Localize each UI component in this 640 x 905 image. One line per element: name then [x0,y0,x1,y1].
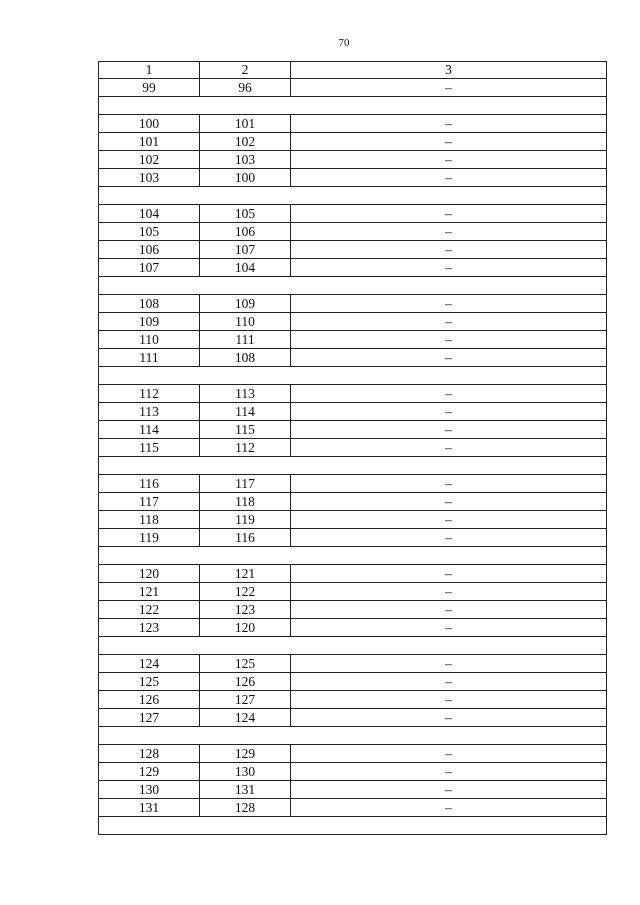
group-separator-row [99,277,607,295]
table-row [99,493,607,511]
group-separator-row [99,727,607,745]
table-row [99,745,607,763]
table-cell-col-3: – [291,781,607,799]
table-cell-col-3: – [291,205,607,223]
table-row [99,691,607,709]
group-separator-cell [99,277,607,295]
table-header-row [99,62,607,79]
table-cell-col-3: – [291,349,607,367]
table-row [99,511,607,529]
table-cell-col-2: 131 [200,781,291,799]
table-cell-col-1: 112 [99,385,200,403]
table-row [99,313,607,331]
table-cell-col-1: 123 [99,619,200,637]
table-cell-col-1: 110 [99,331,200,349]
table-cell-col-3: – [291,493,607,511]
table-cell-col-3: – [291,799,607,817]
table-cell-col-3: – [291,565,607,583]
table-cell-col-2: 130 [200,763,291,781]
table-row [99,259,607,277]
group-separator-cell [99,187,607,205]
table-row [99,673,607,691]
table-cell-col-2: 100 [200,169,291,187]
table-row [99,115,607,133]
table-row [99,349,607,367]
table-cell-col-1: 103 [99,169,200,187]
table-cell-col-1: 107 [99,259,200,277]
group-separator-row [99,637,607,655]
table-cell-col-3: – [291,601,607,619]
table-row [99,781,607,799]
table-cell-col-3: – [291,619,607,637]
table-cell-col-2: 115 [200,421,291,439]
table-row [99,205,607,223]
table-cell-col-1: 113 [99,403,200,421]
table-cell-col-1: 119 [99,529,200,547]
table-cell-col-2: 105 [200,205,291,223]
table-body [99,62,607,835]
table-cell-col-2: 129 [200,745,291,763]
table-row [99,583,607,601]
table-cell-col-2: 103 [200,151,291,169]
group-separator-cell [99,367,607,385]
table-cell-col-1: 122 [99,601,200,619]
table-row [99,169,607,187]
table-cell-col-1: 117 [99,493,200,511]
table-cell-col-3: – [291,673,607,691]
group-separator-row [99,97,607,115]
table-cell-col-2: 128 [200,799,291,817]
table-cell-col-3: – [291,403,607,421]
table-cell-col-2: 102 [200,133,291,151]
table-cell-col-2: 116 [200,529,291,547]
table-cell-col-1: 100 [99,115,200,133]
group-separator-row [99,457,607,475]
table-cell-col-2: 127 [200,691,291,709]
table-cell-col-3: – [291,439,607,457]
table-cell-col-3: – [291,151,607,169]
column-header-2: 2 [200,62,291,79]
table-cell-col-1: 116 [99,475,200,493]
table-cell-col-2: 118 [200,493,291,511]
table-row [99,763,607,781]
group-separator-cell [99,727,607,745]
table-row [99,565,607,583]
table-row [99,655,607,673]
table-cell-col-1: 118 [99,511,200,529]
table-cell-col-2: 122 [200,583,291,601]
table-row [99,241,607,259]
table-cell-col-1: 108 [99,295,200,313]
table-cell-col-1: 125 [99,673,200,691]
table-cell-col-2: 126 [200,673,291,691]
table-row [99,223,607,241]
table-cell-col-1: 99 [99,79,200,97]
table-cell-col-1: 121 [99,583,200,601]
table-cell-col-1: 114 [99,421,200,439]
table-cell-col-1: 120 [99,565,200,583]
table-cell-col-3: – [291,529,607,547]
table-cell-col-2: 112 [200,439,291,457]
table-cell-col-2: 113 [200,385,291,403]
table-row [99,133,607,151]
table-cell-col-1: 128 [99,745,200,763]
table-cell-col-1: 109 [99,313,200,331]
data-table [98,61,607,835]
group-separator-row [99,817,607,835]
table-row [99,403,607,421]
table-cell-col-2: 96 [200,79,291,97]
table-cell-col-3: – [291,241,607,259]
table-row [99,79,607,97]
table-row [99,331,607,349]
table-row [99,421,607,439]
table-cell-col-1: 106 [99,241,200,259]
table-row [99,601,607,619]
table-row [99,385,607,403]
group-separator-row [99,547,607,565]
table-row [99,709,607,727]
table-row [99,799,607,817]
table-cell-col-2: 124 [200,709,291,727]
table-cell-col-2: 109 [200,295,291,313]
table-row [99,151,607,169]
table-cell-col-1: 127 [99,709,200,727]
group-separator-cell [99,547,607,565]
table-cell-col-2: 120 [200,619,291,637]
table-cell-col-1: 124 [99,655,200,673]
table-cell-col-2: 101 [200,115,291,133]
table-cell-col-2: 106 [200,223,291,241]
table-cell-col-3: – [291,295,607,313]
table-cell-col-2: 123 [200,601,291,619]
table-cell-col-2: 119 [200,511,291,529]
table-cell-col-2: 121 [200,565,291,583]
table-cell-col-1: 130 [99,781,200,799]
table-cell-col-3: – [291,115,607,133]
table-cell-col-2: 108 [200,349,291,367]
table-cell-col-1: 115 [99,439,200,457]
table-cell-col-3: – [291,169,607,187]
table-cell-col-2: 107 [200,241,291,259]
table-cell-col-3: – [291,223,607,241]
table-cell-col-1: 105 [99,223,200,241]
table-cell-col-3: – [291,691,607,709]
table-cell-col-2: 111 [200,331,291,349]
table-cell-col-2: 104 [200,259,291,277]
group-separator-cell [99,457,607,475]
table-cell-col-2: 125 [200,655,291,673]
table-cell-col-3: – [291,745,607,763]
table-cell-col-3: – [291,259,607,277]
table-row [99,619,607,637]
table-row [99,295,607,313]
table-cell-col-3: – [291,79,607,97]
group-separator-cell [99,637,607,655]
table-cell-col-1: 126 [99,691,200,709]
table-cell-col-1: 111 [99,349,200,367]
table-cell-col-1: 102 [99,151,200,169]
table-cell-col-1: 104 [99,205,200,223]
table-cell-col-2: 110 [200,313,291,331]
group-separator-cell [99,817,607,835]
table-cell-col-3: – [291,583,607,601]
table-cell-col-3: – [291,133,607,151]
table-cell-col-3: – [291,763,607,781]
table-row [99,529,607,547]
column-header-1: 1 [99,62,200,79]
table-row [99,475,607,493]
table-cell-col-3: – [291,709,607,727]
table-cell-col-2: 114 [200,403,291,421]
table-cell-col-3: – [291,421,607,439]
page-number: 70 [338,37,350,49]
table-cell-col-3: – [291,331,607,349]
group-separator-cell [99,97,607,115]
table-cell-col-2: 117 [200,475,291,493]
table-cell-col-1: 129 [99,763,200,781]
table-cell-col-1: 101 [99,133,200,151]
group-separator-row [99,367,607,385]
table-cell-col-3: – [291,655,607,673]
table-row [99,439,607,457]
table-cell-col-1: 131 [99,799,200,817]
table-cell-col-3: – [291,475,607,493]
column-header-3: 3 [291,62,607,79]
table-cell-col-3: – [291,385,607,403]
table-cell-col-3: – [291,511,607,529]
group-separator-row [99,187,607,205]
table-cell-col-3: – [291,313,607,331]
